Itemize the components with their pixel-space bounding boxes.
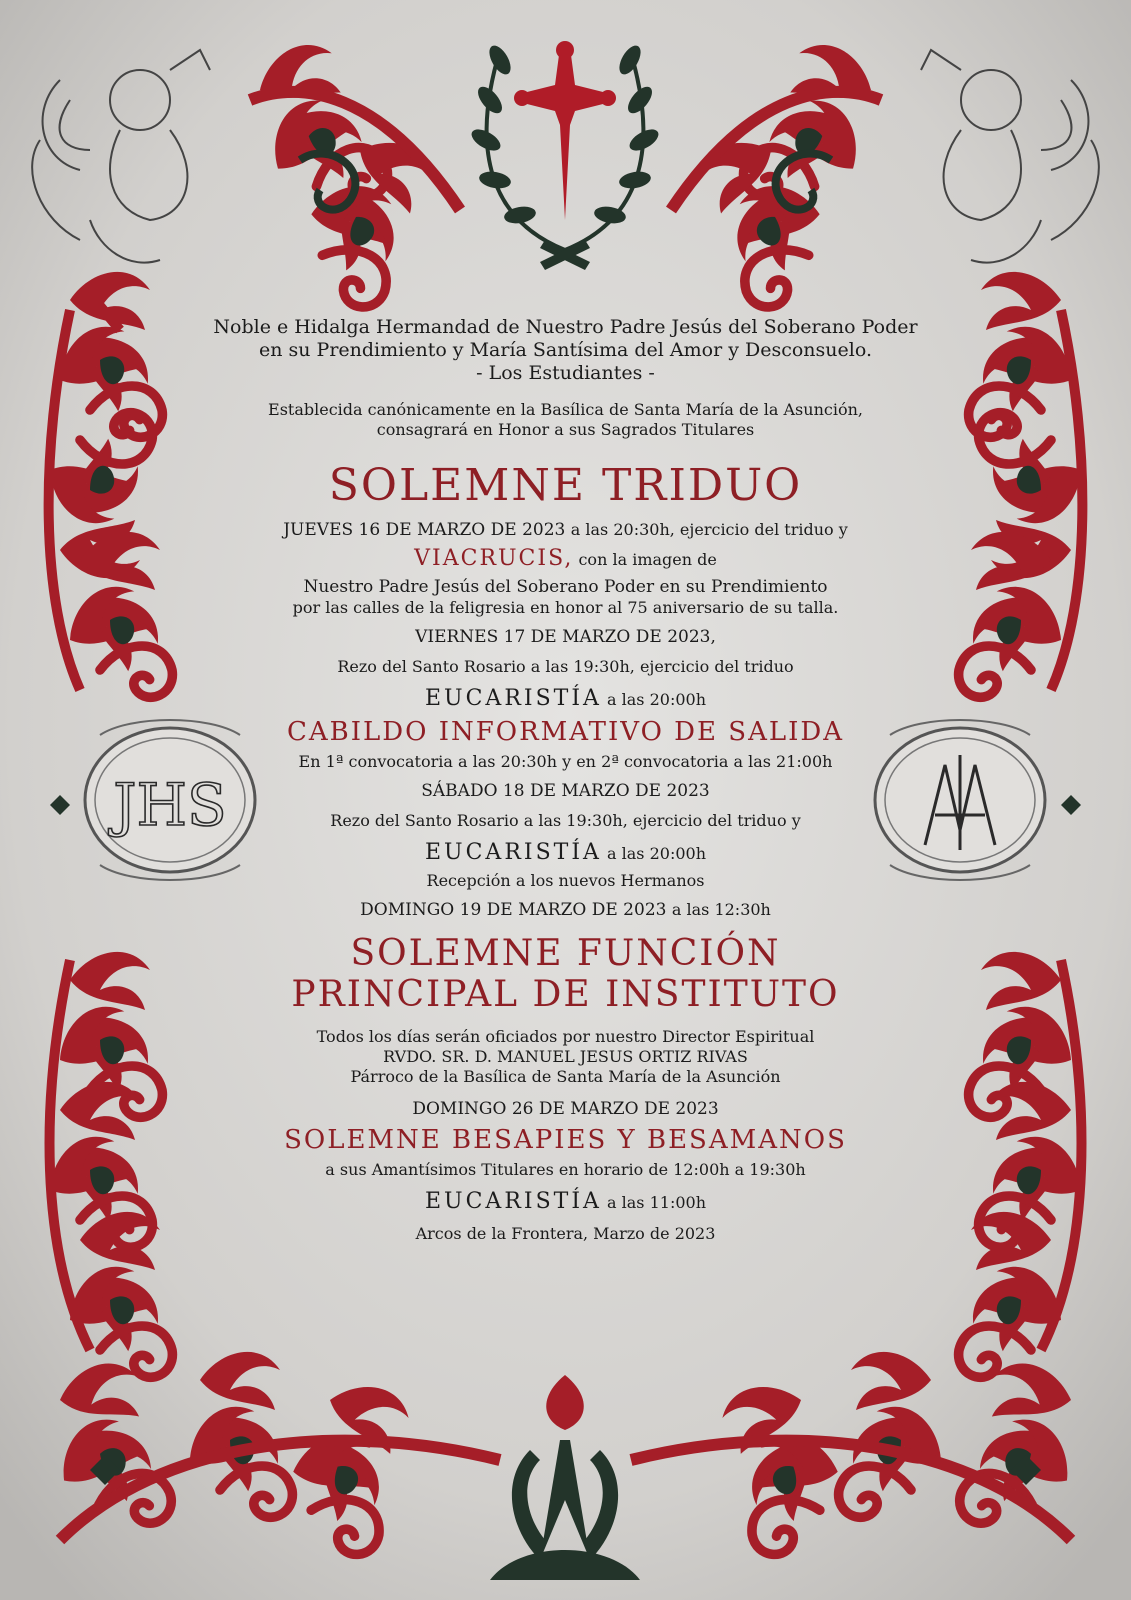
thursday-line — [200, 522, 931, 539]
function-title — [200, 933, 931, 1016]
thursday-time: a las 20:30h, ejercicio del triduo y — [570, 520, 848, 539]
priest-name: RVDO. SR. D. MANUEL JESUS ORTIZ RIVAS — [383, 1046, 748, 1066]
function-title-line1: SOLEMNE FUNCIÓN — [350, 933, 781, 974]
saturday-rosary-time: a las 19:30h, — [523, 811, 628, 830]
besapies-title: SOLEMNE BESAPIES Y BESAMANOS — [284, 1124, 847, 1155]
sunday26-eucharist — [200, 1188, 931, 1214]
friday-date: VIERNES 17 DE MARZO DE 2023, — [415, 627, 716, 647]
svg-text:JHS: JHS — [113, 771, 227, 839]
saturday-date: SÁBADO 18 DE MARZO DE 2023 — [421, 781, 710, 801]
dedication-line: consagrará en Honor a sus Sagrados Titulares — [376, 420, 755, 439]
friday-triduo: ejercicio del triduo — [639, 657, 794, 676]
friday-eucharist-label: EUCARISTÍA — [425, 686, 602, 711]
sunday19-line — [200, 902, 931, 919]
main-title: SOLEMNE TRIDUO — [328, 460, 803, 511]
brotherhood-name-line2: en su Prendimiento y María Santísima del Amor y Desconsuelo. — [258, 339, 872, 361]
place-and-date: Arcos de la Frontera, Marzo de 2023 — [415, 1223, 716, 1243]
saturday-eucharist-label: EUCARISTÍA — [425, 840, 602, 865]
friday-rosary-time: a las 19:30h, — [530, 657, 635, 676]
friday-eucharist-time: a las 20:00h — [607, 690, 706, 709]
function-title-line2: PRINCIPAL DE INSTITUTO — [291, 974, 840, 1016]
friday-eucharist — [200, 688, 931, 710]
sunday26-eucharist-label: EUCARISTÍA — [425, 1188, 602, 1214]
establishment-line: Establecida canónicamente en la Basílica de Santa María de la Asunción, — [268, 400, 863, 419]
brotherhood-name-line1: Noble e Hidalga Hermandad de Nuestro Padre Jesús del Soberano Poder — [213, 316, 918, 338]
friday-rosary-label: Rezo del Santo Rosario — [337, 657, 526, 676]
cabildo-convocatoria: En 1ª convocatoria a las 20:30h y en 2ª convocatoria a las 21:00h — [298, 752, 833, 771]
sunday19-date: DOMINGO 19 DE MARZO DE 2023 — [360, 900, 667, 920]
saturday-rosary — [200, 813, 931, 829]
sunday26-date: DOMINGO 26 DE MARZO DE 2023 — [412, 1098, 719, 1119]
friday-rosary — [200, 659, 931, 675]
poster-text — [200, 318, 931, 1242]
besapies-hours: a sus Amantísimos Titulares en horario de 12:00h a 19:30h — [325, 1159, 806, 1179]
procession-route: por las calles de la feligresia en honor al 75 aniversario de su talla. — [292, 598, 839, 617]
new-members-reception: Recepción a los nuevos Hermanos — [426, 871, 705, 890]
sunday26-eucharist-time: a las 11:00h — [607, 1192, 706, 1212]
image-name: Nuestro Padre Jesús del Soberano Poder en su Prendimiento — [303, 577, 828, 597]
cabildo-title: CABILDO INFORMATIVO DE SALIDA — [286, 717, 844, 747]
parish-note: Párroco de la Basílica de Santa María de la Asunción — [350, 1066, 781, 1086]
viacrucis-title: VIACRUCIS, — [414, 546, 574, 571]
brotherhood-nickname: - Los Estudiantes - — [476, 362, 655, 384]
saturday-eucharist — [200, 842, 931, 864]
thursday-date: JUEVES 16 DE MARZO DE 2023 — [283, 520, 566, 540]
officiated-note: Todos los días serán oficiados por nuestro Director Espiritual — [316, 1026, 815, 1046]
saturday-rosary-label: Rezo del Santo Rosario — [330, 811, 519, 830]
sunday19-time: a las 12:30h — [671, 900, 771, 919]
saturday-triduo: ejercicio del triduo y — [632, 811, 801, 830]
saturday-eucharist-time: a las 20:00h — [607, 844, 706, 863]
viacrucis-note: con la imagen de — [578, 550, 717, 569]
viacrucis-line — [200, 548, 931, 570]
